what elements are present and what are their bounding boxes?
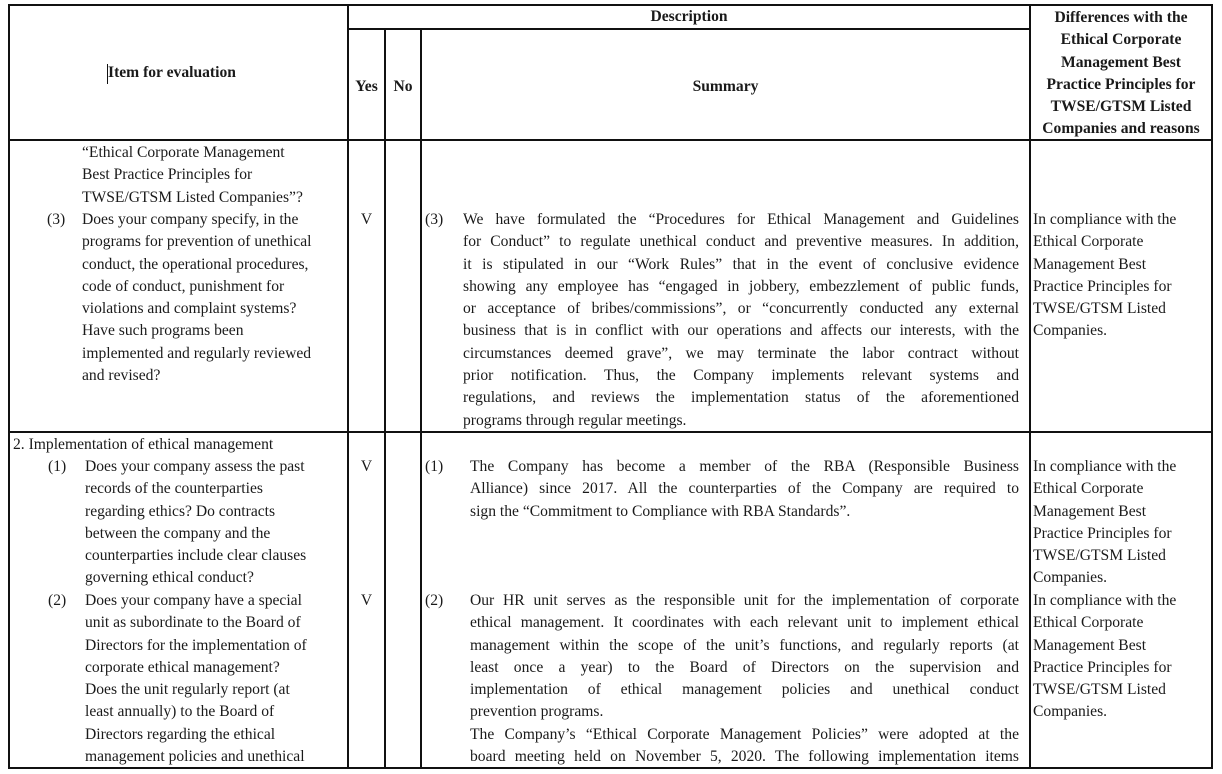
diff-line: Practice Principles for [1033,277,1172,295]
diff-line: Management Best [1033,502,1147,520]
row1-summary-number: (3) [425,211,444,228]
diff-line: In compliance with the [1033,458,1177,475]
header-differences-line: TWSE/GTSM Listed [1050,98,1192,116]
column-divider-no [420,28,422,769]
row2-q1-number: (1) [48,458,67,475]
item-line: management policies and unethical [85,748,305,766]
summary-line: board meeting held on November 5, 2020. The following implementation items [470,748,1019,766]
description-header-divider [348,28,1030,30]
summary-line: ethical management. It coordinates with each relevant unit to implement ethical [470,614,1019,632]
row1-q3-text [82,209,312,387]
summary-line: it is stipulated in our “Work Rules” that in the event of conclusive evidence [463,255,1019,273]
diff-line: In compliance with the [1033,592,1177,609]
row2-q1-differences-text [1033,456,1176,590]
item-line: Directors for the implementation of [85,636,307,654]
table-border-left [8,4,10,769]
item-line: unit as subordinate to the Board of [85,614,301,632]
summary-line: Alliance) since 2017. All the counterparties of the Company are required to [470,480,1019,498]
header-item-for-evaluation: Item for evaluation [108,64,236,81]
row2-q1-yes-mark: V [360,458,373,475]
header-differences-line: Ethical Corporate [1060,31,1182,49]
summary-line: least once a year) to the Board of Directors on the supervision and [470,658,1019,676]
item-line: least annually) to the Board of [85,703,275,721]
summary-line: implementation of ethical management policies and unethical conduct [470,681,1019,699]
diff-line: Practice Principles for [1033,524,1172,542]
item-line: regarding ethics? Do contracts [85,502,276,520]
diff-line: Management Best [1033,636,1147,654]
diff-line: TWSE/GTSM Listed [1033,681,1166,699]
diff-line: TWSE/GTSM Listed [1033,547,1166,565]
row2-q1-text [85,456,306,590]
summary-line: prior notification. Thus, the Company implements relevant systems and [463,367,1019,385]
item-line: conduct, the operational procedures, [82,255,309,273]
row1-item-continuation [82,142,303,209]
item-line: Have such programs been [82,322,244,340]
item-line: code of conduct, punishment for [82,277,285,295]
summary-line: The Company’s “Ethical Corporate Management Policies” were adopted at the [470,725,1019,743]
row2-q2-summary-number: (2) [425,592,444,609]
summary-line: regulations, and reviews the implementation status of the aforementioned [463,389,1019,407]
column-divider-item [347,4,349,769]
summary-line: circumstances deemed grave”, we may terminate the labor contract without [463,344,1019,362]
diff-line: In compliance with the [1033,211,1177,228]
summary-line: prevention programs. [470,703,604,721]
diff-line: Companies. [1033,322,1108,340]
row1-q3-number: (3) [47,211,66,228]
item-line: governing ethical conduct? [85,569,254,587]
item-line: violations and complaint systems? [82,300,297,318]
summary-line: We have formulated the “Procedures for Ethical Management and Guidelines [463,211,1019,228]
diff-line: Practice Principles for [1033,658,1172,676]
header-differences-line: Differences with the [1054,9,1188,26]
diff-line: Companies. [1033,569,1108,587]
summary-line: for Conduct” to regulate unethical conduct and preventive measures. In addition, [463,233,1019,251]
row1-differences-text [1033,209,1176,343]
diff-line: Companies. [1033,703,1108,721]
row2-q2-differences-text [1033,590,1176,724]
summary-line: management within the scope of the unit’s functions, and regularly reports (at [470,636,1019,654]
row2-q2-summary-text [470,590,1019,768]
column-divider-yes [384,28,386,769]
item-line: Does your company assess the past [85,458,305,475]
header-differences-line: Management Best [1061,53,1181,71]
header-differences-line: Practice Principles for [1046,75,1196,93]
row2-q2-text [85,590,307,768]
item-line: implemented and regularly reviewed [82,344,312,362]
header-yes: Yes [355,78,378,95]
row2-section-title: 2. Implementation of ethical management [13,436,274,453]
header-summary: Summary [692,78,759,95]
item-line: Does the unit regularly report (at [85,681,290,699]
header-differences [1031,7,1211,141]
diff-line: TWSE/GTSM Listed [1033,300,1166,318]
item-line: records of the counterparties [85,480,263,498]
diff-line: Management Best [1033,255,1147,273]
header-differences-line: Companies and reasons [1042,120,1200,138]
row2-q2-number: (2) [48,592,67,609]
item-line: programs for prevention of unethical [82,233,312,251]
summary-line: showing any employee has “engaged in jobbery, embezzlement of public funds, [463,277,1019,295]
diff-line: Ethical Corporate [1033,614,1144,632]
item-line: Does your company have a special [85,592,302,609]
item-line: corporate ethical management? [85,658,280,676]
item-line: counterparties include clear clauses [85,547,307,565]
item-line: Does your company specify, in the [82,211,299,228]
header-no: No [393,78,413,95]
summary-line: sign the “Commitment to Compliance with RBA Standards”. [470,502,851,520]
row1-summary-text [463,209,1019,432]
diff-line: Ethical Corporate [1033,480,1144,498]
summary-line: or acceptance of bribes/commissions”, or “concurrently conducted any external [463,300,1019,318]
item-line: and revised? [82,367,161,385]
row2-q1-summary-text [470,456,1019,523]
row2-q2-yes-mark: V [360,592,373,609]
item-line: between the company and the [85,524,271,542]
summary-line: programs through regular meetings. [463,411,687,429]
header-description: Description [650,8,728,25]
diff-line: Ethical Corporate [1033,233,1144,251]
item-line: TWSE/GTSM Listed Companies”? [82,188,303,206]
summary-line: The Company has become a member of the RBA (Responsible Business [470,458,1019,475]
row2-q1-summary-number: (1) [425,458,444,475]
row1-yes-mark: V [360,211,373,228]
summary-line: business that is in conflict with our operations and affects our interests, with the [463,322,1019,340]
summary-line: Our HR unit serves as the responsible unit for the implementation of corporate [470,592,1019,609]
item-line: Best Practice Principles for [82,166,253,184]
table-border-right [1211,4,1213,769]
item-line: Directors regarding the ethical [85,725,276,743]
item-line: “Ethical Corporate Management [82,144,285,161]
